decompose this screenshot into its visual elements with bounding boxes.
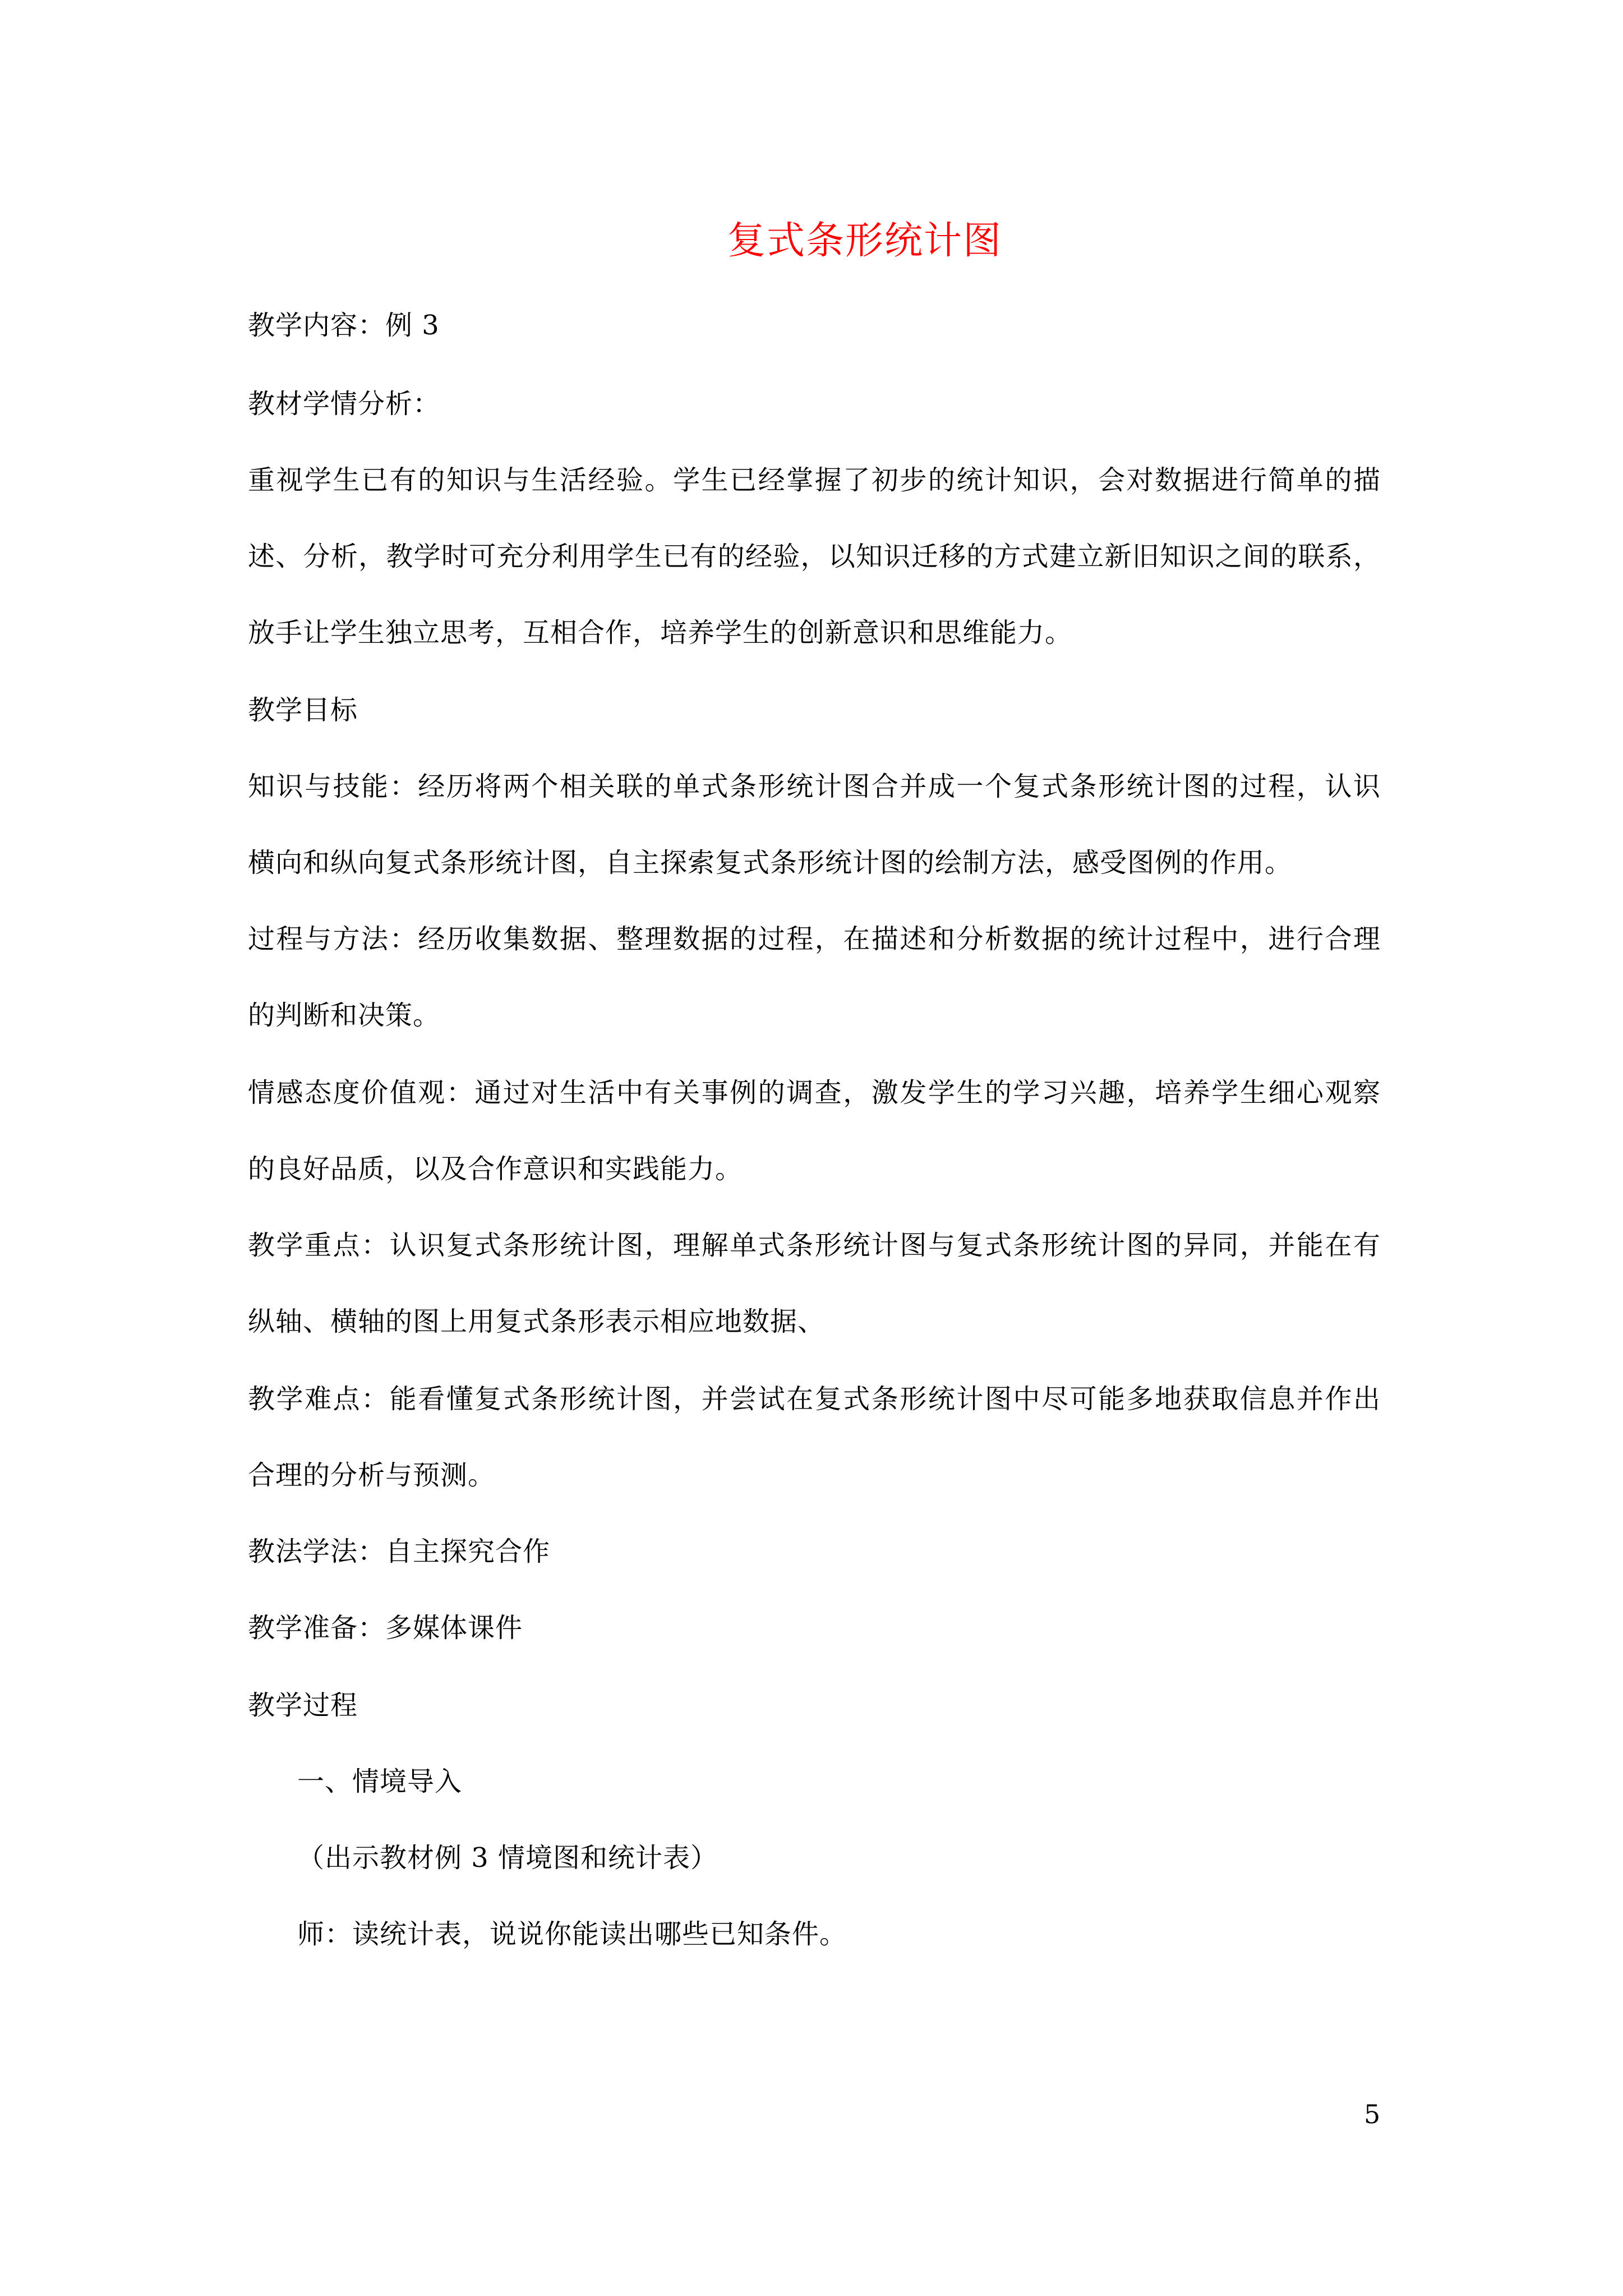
page-number: 5 xyxy=(1364,2099,1381,2129)
paragraph-line: 横向和纵向复式条形统计图，自主探索复式条形统计图的绘制方法，感受图例的作用。 xyxy=(248,847,1293,878)
teaching-content-line: 教学内容：例 3 xyxy=(248,310,440,341)
paragraph-line: 师：读统计表，说说你能读出哪些已知条件。 xyxy=(297,1918,847,1950)
teaching-process-heading: 教学过程 xyxy=(248,1690,358,1721)
paragraph-line: 教学重点：认识复式条形统计图，理解单式条形统计图与复式条形统计图的异同，并能在有 xyxy=(248,1230,1381,1261)
paragraph-line: 教学难点：能看懂复式条形统计图，并尝试在复式条形统计图中尽可能多地获取信息并作出 xyxy=(248,1383,1381,1415)
paragraph-line: （出示教材例 3 情境图和统计表） xyxy=(297,1842,718,1874)
paragraph-line: 的良好品质，以及合作意识和实践能力。 xyxy=(248,1153,743,1185)
paragraph-line: 合理的分析与预测。 xyxy=(248,1460,496,1491)
paragraph-line: 的判断和决策。 xyxy=(248,1000,441,1031)
paragraph-line: 述、分析，教学时可充分利用学生已有的经验，以知识迁移的方式建立新旧知识之间的联系， xyxy=(248,541,1381,572)
section-heading: 一、情境导入 xyxy=(297,1766,463,1797)
teaching-prep-line: 教学准备：多媒体课件 xyxy=(248,1612,523,1644)
paragraph-line: 知识与技能：经历将两个相关联的单式条形统计图合并成一个复式条形统计图的过程，认识 xyxy=(248,771,1381,802)
paragraph-line: 放手让学生独立思考，互相合作，培养学生的创新意识和思维能力。 xyxy=(248,617,1073,648)
paragraph-line: 情感态度价值观：通过对生活中有关事例的调查，激发学生的学习兴趣，培养学生细心观察 xyxy=(248,1077,1381,1108)
teaching-method-line: 教法学法：自主探究合作 xyxy=(248,1536,551,1567)
objectives-heading: 教学目标 xyxy=(248,694,358,726)
paragraph-line: 重视学生已有的知识与生活经验。学生已经掌握了初步的统计知识，会对数据进行简单的描 xyxy=(248,464,1381,496)
paragraph-line: 过程与方法：经历收集数据、整理数据的过程，在描述和分析数据的统计过程中，进行合理 xyxy=(248,923,1381,955)
paragraph-line: 纵轴、横轴的图上用复式条形表示相应地数据、 xyxy=(248,1306,826,1337)
analysis-heading: 教材学情分析： xyxy=(248,388,441,420)
document-title: 复式条形统计图 xyxy=(727,219,1002,263)
